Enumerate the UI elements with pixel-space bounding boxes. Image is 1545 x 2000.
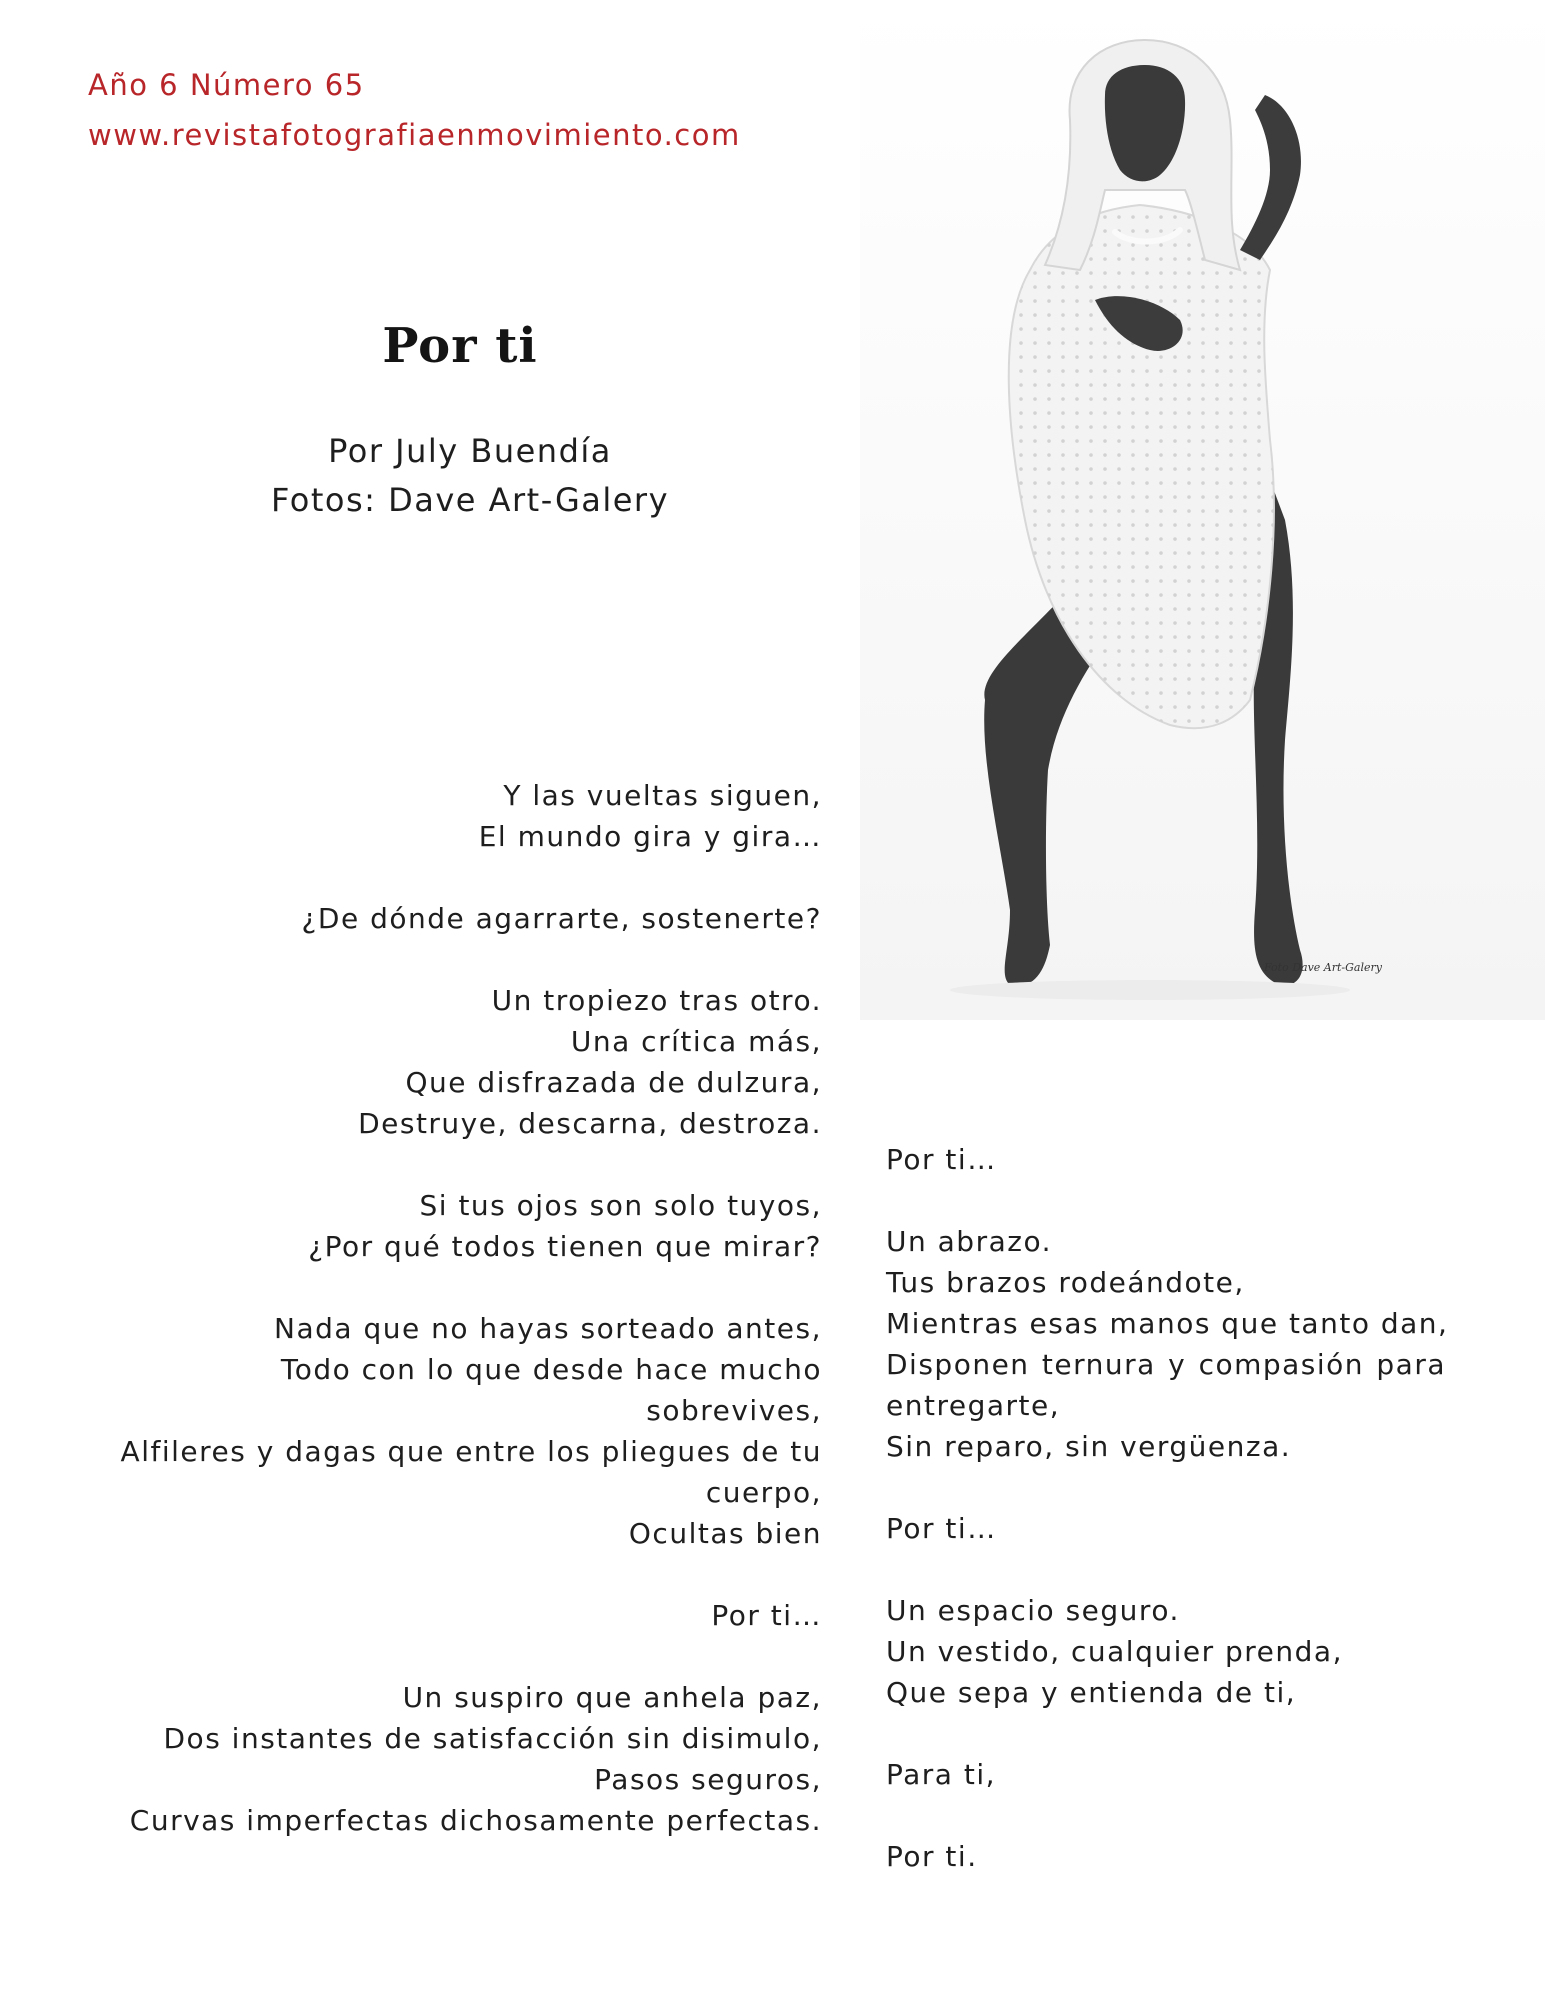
article-title: Por ti: [382, 318, 538, 374]
poem-line: Que disfrazada de dulzura,: [405, 1066, 822, 1099]
stanza-gap: [120, 1636, 822, 1677]
stanza-gap: [886, 1795, 1446, 1836]
poem-line: Un espacio seguro.: [886, 1594, 1180, 1627]
stanza-gap: [886, 1549, 1446, 1590]
poem-left-column: [120, 775, 822, 1841]
stanza-gap: [886, 1713, 1446, 1754]
poem-line: Por ti…: [886, 1512, 997, 1545]
poem-line: Por ti…: [711, 1599, 822, 1632]
stanza-gap: [120, 1554, 822, 1595]
poem-line: Nada que no hayas sorteado antes,: [274, 1312, 822, 1345]
poem-line: Y las vueltas siguen,: [503, 779, 822, 812]
poem-line: Un suspiro que anhela paz,: [402, 1681, 822, 1714]
poem-line: entregarte,: [886, 1389, 1061, 1422]
poem-line: Ocultas bien: [628, 1517, 822, 1550]
issue-line: Año 6 Número 65: [88, 68, 365, 102]
poem-line: Un vestido, cualquier prenda,: [886, 1635, 1343, 1668]
poem-line: Por ti…: [886, 1143, 997, 1176]
stanza-gap: [120, 1267, 822, 1308]
poem-line: Destruye, descarna, destroza.: [358, 1107, 822, 1140]
poem-line: sobrevives,: [646, 1394, 822, 1427]
poem-line: Pasos seguros,: [594, 1763, 822, 1796]
poem-line: cuerpo,: [705, 1476, 822, 1509]
poem-line: Un abrazo.: [886, 1225, 1052, 1258]
poem-line: Para ti,: [886, 1758, 997, 1791]
poem-line: El mundo gira y gira…: [478, 820, 822, 853]
photo-illustration: [860, 0, 1545, 1020]
poem-line: Una crítica más,: [570, 1025, 822, 1058]
photo-credit: Fotos: Dave Art-Galery: [270, 481, 670, 519]
poem-line: ¿De dónde agarrarte, sostenerte?: [301, 902, 822, 935]
website-link[interactable]: www.revistafotografiaenmovimiento.com: [88, 118, 741, 152]
poem-line: Todo con lo que desde hace mucho: [280, 1353, 822, 1386]
poem-right-column: [886, 1139, 1449, 1877]
poem-line: Tus brazos rodeándote,: [886, 1266, 1245, 1299]
stanza-gap: [886, 1180, 1446, 1221]
stanza-gap: [886, 1467, 1446, 1508]
poem-line: Un tropiezo tras otro.: [491, 984, 822, 1017]
poem-line: Dos instantes de satisfacción sin disimulo,: [163, 1722, 822, 1755]
stanza-gap: [120, 939, 822, 980]
poem-line: Alfileres y dagas que entre los pliegues de tu: [120, 1435, 822, 1468]
poem-line: Curvas imperfectas dichosamente perfectas.: [129, 1804, 822, 1837]
poem-line: Por ti.: [886, 1840, 978, 1873]
poem-line: ¿Por qué todos tienen que mirar?: [308, 1230, 822, 1263]
stanza-gap: [120, 857, 822, 898]
poem-line: Disponen ternura y compasión para: [886, 1348, 1446, 1381]
poem-line: Sin reparo, sin vergüenza.: [886, 1430, 1292, 1463]
stanza-gap: [120, 1144, 822, 1185]
article-photo: [860, 0, 1545, 1020]
poem-line: Que sepa y entienda de ti,: [886, 1676, 1297, 1709]
author-credit: Por July Buendía: [328, 432, 612, 470]
poem-line: Mientras esas manos que tanto dan,: [886, 1307, 1449, 1340]
poem-line: Si tus ojos son solo tuyos,: [419, 1189, 822, 1222]
photo-watermark: Foto Dave Art-Galery: [1264, 961, 1382, 974]
